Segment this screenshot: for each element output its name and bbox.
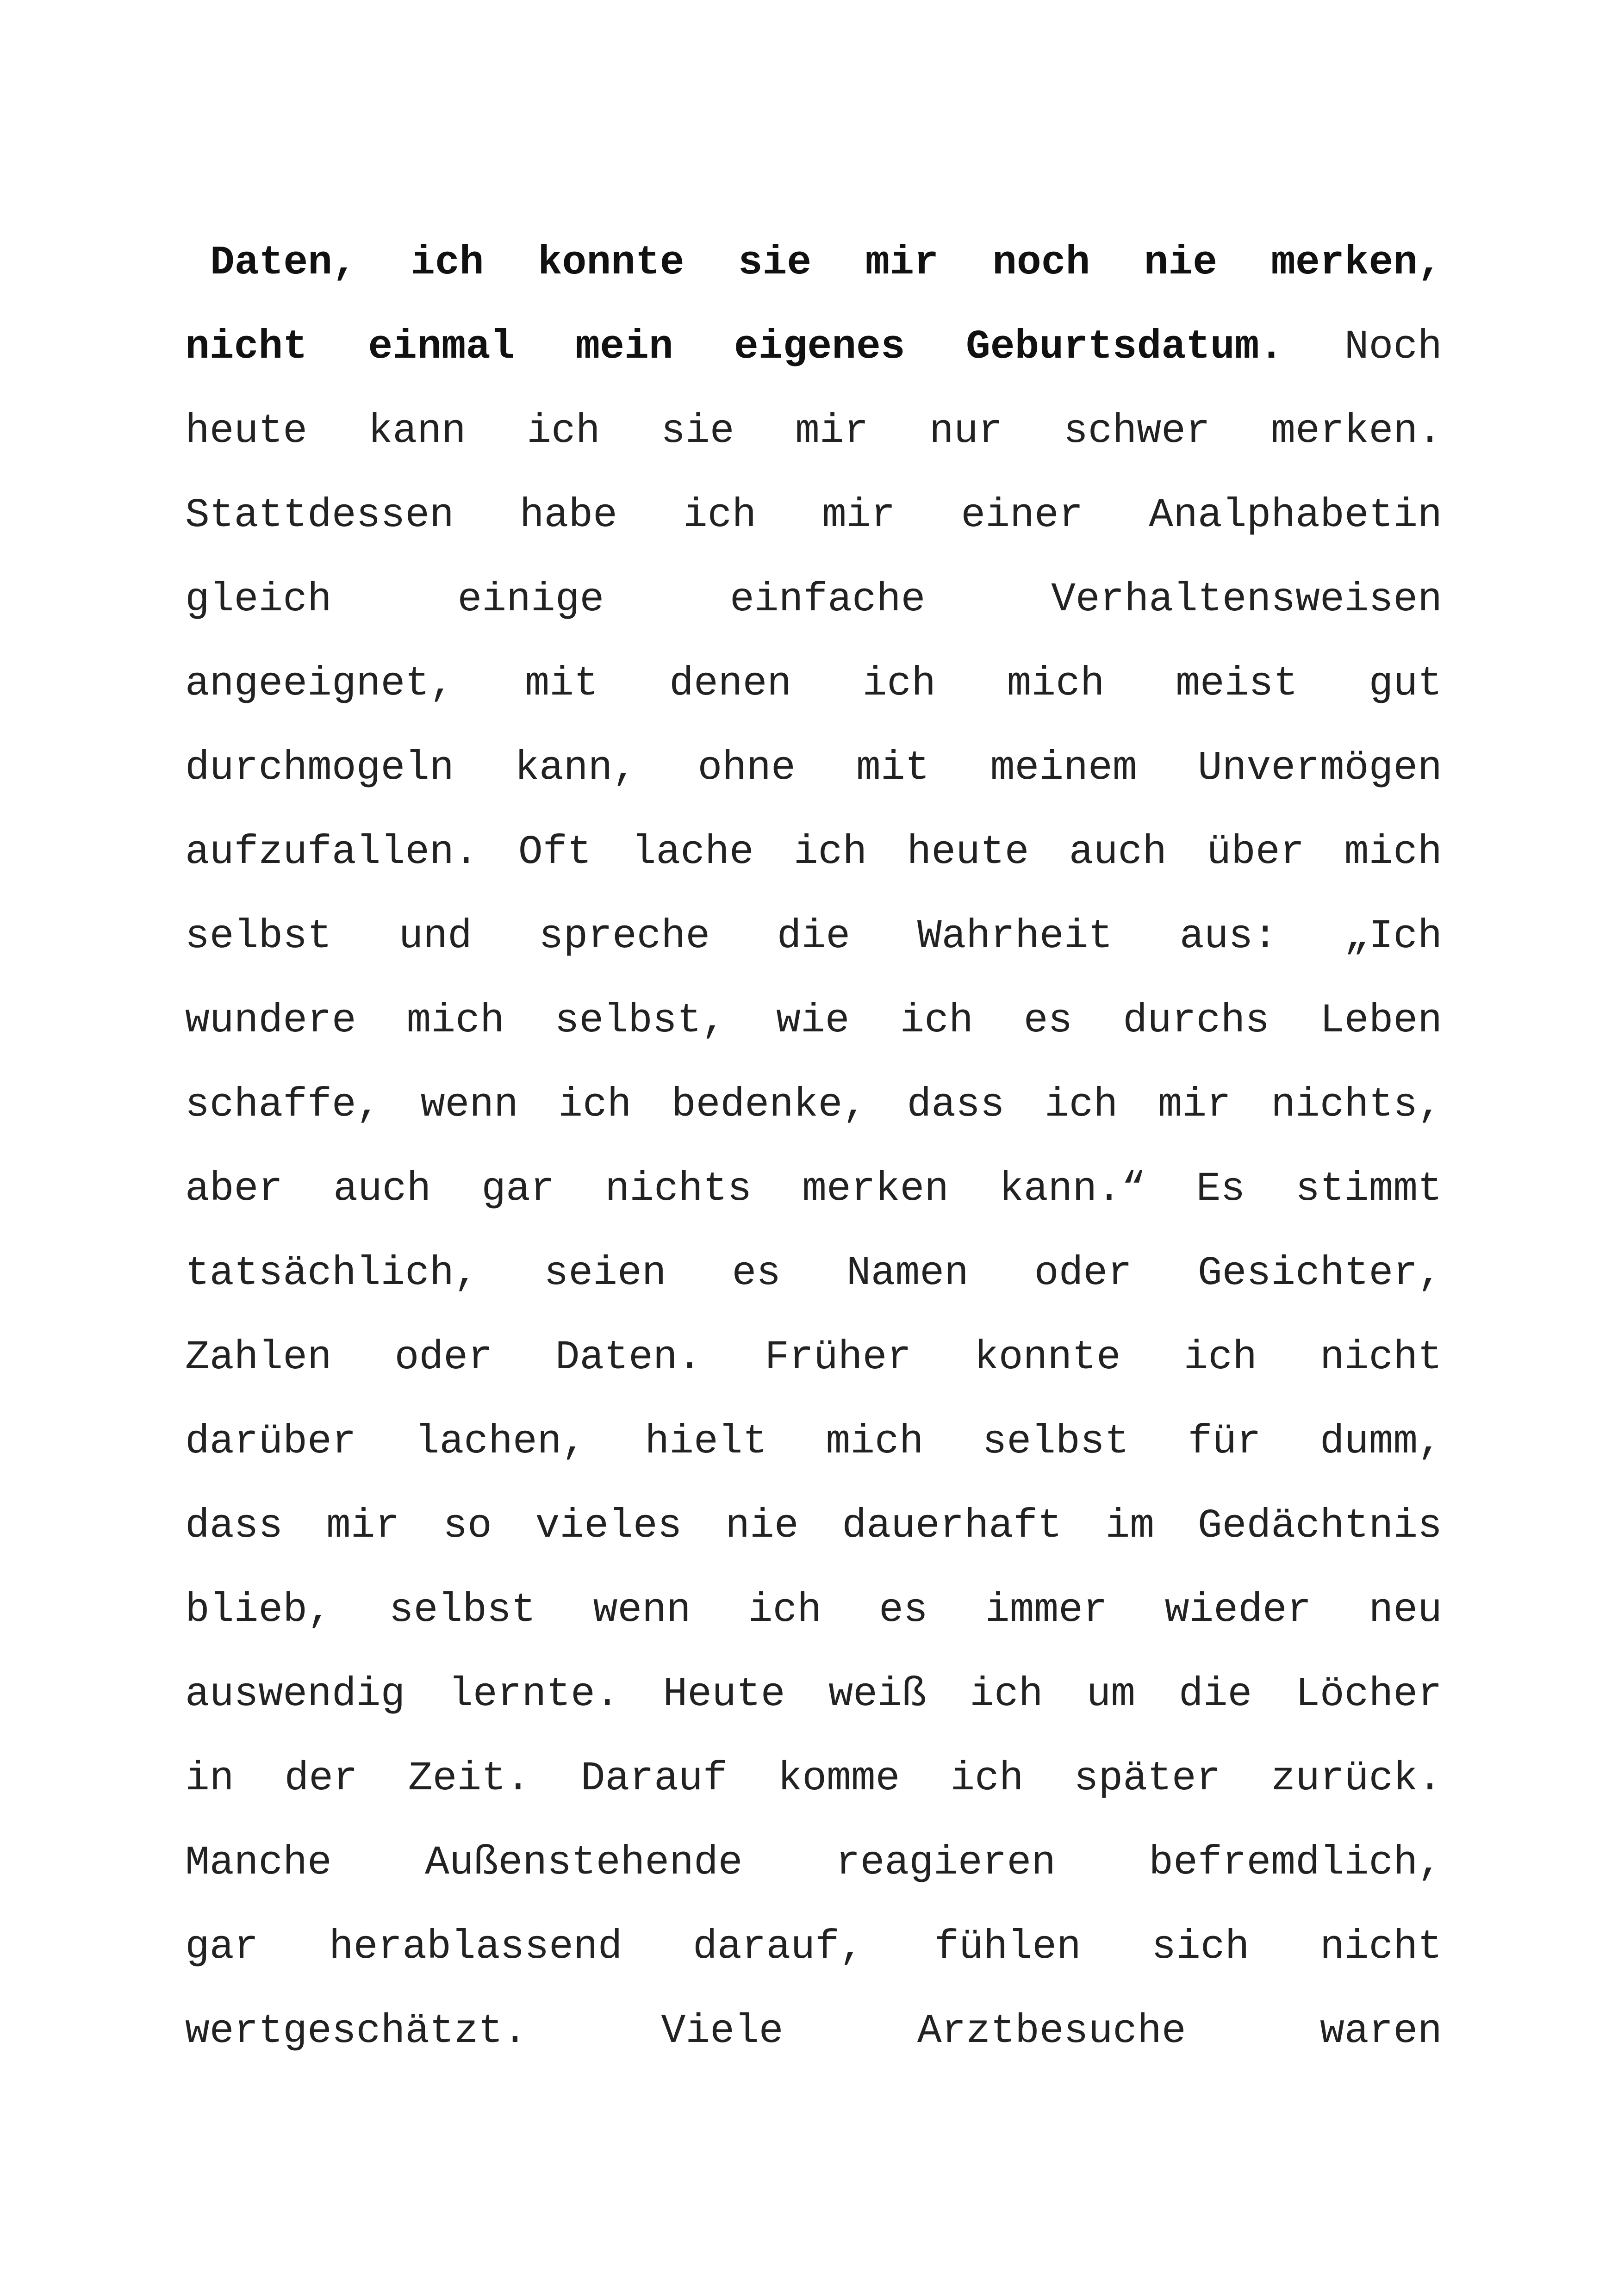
word: zurück. <box>1271 1756 1442 1802</box>
word: nicht <box>1319 1335 1442 1381</box>
word: auch <box>333 1167 431 1212</box>
word: aus: <box>1179 914 1278 960</box>
word: auch <box>1069 830 1167 875</box>
bold-word: Geburtsdatum. <box>965 324 1284 370</box>
word: dumm, <box>1319 1419 1442 1465</box>
word: mich <box>406 998 504 1044</box>
word: es <box>879 1588 928 1633</box>
word: seien <box>544 1251 666 1297</box>
word: Leben <box>1319 998 1442 1044</box>
word: selbst <box>389 1588 536 1633</box>
word: aufzufallen. <box>185 830 479 875</box>
word: vieles <box>535 1503 682 1549</box>
word: und <box>398 914 472 960</box>
word: „Ich <box>1344 914 1442 960</box>
word: befremdlich, <box>1149 1840 1442 1886</box>
word: kann <box>368 409 466 454</box>
word: waren <box>1319 2009 1442 2054</box>
word: im <box>1105 1503 1155 1549</box>
word: ich <box>558 1082 632 1128</box>
word: gleich <box>185 577 332 623</box>
word: stimmt <box>1295 1167 1442 1212</box>
word: heute <box>185 409 308 454</box>
word: ich <box>950 1756 1024 1802</box>
word: wieder <box>1164 1588 1312 1633</box>
word: es <box>1023 998 1073 1044</box>
word: darauf, <box>692 1924 864 1970</box>
bold-word: nicht <box>185 324 308 370</box>
bold-word: sie <box>738 240 812 286</box>
word: Früher <box>765 1335 912 1381</box>
word: Gedächtnis <box>1197 1503 1442 1549</box>
text-line <box>185 1316 1442 1400</box>
word: sich <box>1151 1924 1250 1970</box>
word: die <box>777 914 851 960</box>
word: selbst <box>982 1419 1129 1465</box>
text-line <box>185 1905 1442 1990</box>
text-line <box>185 390 1442 474</box>
word: Es <box>1196 1167 1245 1212</box>
word: wundere <box>185 998 356 1044</box>
word: mich <box>1344 830 1442 875</box>
word: mit <box>856 745 930 791</box>
text-line <box>185 1569 1442 1653</box>
word: Wahrheit <box>917 914 1113 960</box>
word: die <box>1178 1672 1252 1718</box>
word: darüber <box>185 1419 356 1465</box>
word: dass <box>185 1503 283 1549</box>
word: herablassend <box>329 1924 622 1970</box>
word: nichts, <box>1271 1082 1442 1128</box>
word: mit <box>525 661 598 707</box>
word: angeeignet, <box>185 661 454 707</box>
word: Gesichter, <box>1197 1251 1442 1297</box>
bold-word: mein <box>575 324 673 370</box>
text-line <box>185 642 1442 726</box>
text-line <box>185 1400 1442 1484</box>
word: es <box>732 1251 781 1297</box>
bold-word: Daten, <box>210 240 357 286</box>
word: aber <box>185 1167 283 1212</box>
text-line <box>185 1737 1442 1821</box>
word: einfache <box>729 577 926 623</box>
body-paragraph <box>185 221 1442 2074</box>
text-line <box>185 558 1442 642</box>
word: gut <box>1369 661 1442 707</box>
word: nicht <box>1319 1924 1442 1970</box>
bold-word: einmal <box>368 324 515 370</box>
word: so <box>443 1503 492 1549</box>
word: merken. <box>1271 409 1442 454</box>
word: nur <box>929 409 1003 454</box>
text-line <box>185 305 1442 390</box>
word: wie <box>776 998 850 1044</box>
word: um <box>1086 1672 1136 1718</box>
word: Daten. <box>555 1335 702 1381</box>
word: mir <box>795 409 869 454</box>
word: mir <box>326 1503 400 1549</box>
word: später <box>1074 1756 1221 1802</box>
word: reagieren <box>835 1840 1056 1886</box>
word: auswendig <box>185 1672 405 1718</box>
word: für <box>1188 1419 1261 1465</box>
text-line <box>185 1148 1442 1232</box>
word: ich <box>748 1588 822 1633</box>
word: lachen, <box>415 1419 586 1465</box>
word: sie <box>661 409 734 454</box>
word: ich <box>862 661 936 707</box>
word: einer <box>961 493 1083 539</box>
word: gar <box>481 1167 555 1212</box>
word: der <box>284 1756 358 1802</box>
word: immer <box>985 1588 1108 1633</box>
bold-word: nie <box>1144 240 1218 286</box>
word: über <box>1207 830 1305 875</box>
word: Analphabetin <box>1149 493 1442 539</box>
word: ich <box>970 1672 1043 1718</box>
word: bedenke, <box>671 1082 867 1128</box>
word: Verhaltensweisen <box>1051 577 1442 623</box>
bold-word: mir <box>865 240 939 286</box>
word: wenn <box>420 1082 518 1128</box>
word: ohne <box>697 745 796 791</box>
text-line <box>185 1990 1442 2074</box>
word: ich <box>900 998 973 1044</box>
word: denen <box>669 661 792 707</box>
text-line <box>185 726 1442 811</box>
word: wenn <box>593 1588 691 1633</box>
word: fühlen <box>934 1924 1081 1970</box>
word: Stattdessen <box>185 493 454 539</box>
word: wertgeschätzt. <box>185 2009 528 2054</box>
bold-word: noch <box>992 240 1090 286</box>
text-line <box>185 221 1442 305</box>
word: meist <box>1176 661 1298 707</box>
word: selbst, <box>554 998 726 1044</box>
word: oder <box>394 1335 492 1381</box>
word: einige <box>457 577 604 623</box>
word: meinem <box>990 745 1137 791</box>
word: in <box>185 1756 234 1802</box>
text-line <box>185 811 1442 895</box>
word: ich <box>793 830 867 875</box>
word: mir <box>822 493 896 539</box>
text-line <box>185 1484 1442 1569</box>
word: Außenstehende <box>425 1840 743 1886</box>
word: Zeit. <box>408 1756 530 1802</box>
text-line <box>185 979 1442 1063</box>
word: dauerhaft <box>842 1503 1062 1549</box>
word: oder <box>1034 1251 1133 1297</box>
word: hielt <box>645 1419 767 1465</box>
bold-word: merken, <box>1271 240 1442 286</box>
word: habe <box>519 493 617 539</box>
text-line <box>185 474 1442 558</box>
word: selbst <box>185 914 332 960</box>
word: mich <box>1007 661 1105 707</box>
word: schaffe, <box>185 1082 381 1128</box>
word: gar <box>185 1924 259 1970</box>
word: spreche <box>539 914 710 960</box>
text-line <box>185 1653 1442 1737</box>
word: durchmogeln <box>185 745 454 791</box>
word: Arztbesuche <box>917 2009 1186 2054</box>
word: nie <box>725 1503 799 1549</box>
word: tatsächlich, <box>185 1251 479 1297</box>
word: weiß <box>828 1672 927 1718</box>
word: ich <box>1044 1082 1118 1128</box>
word: dass <box>907 1082 1005 1128</box>
bold-word: eigenes <box>734 324 905 370</box>
text-line <box>185 1232 1442 1316</box>
word: kann, <box>515 745 637 791</box>
word: blieb, <box>185 1588 332 1633</box>
word: Zahlen <box>185 1335 332 1381</box>
word: lache <box>631 830 754 875</box>
word: Darauf <box>580 1756 728 1802</box>
word: Unvermögen <box>1197 745 1442 791</box>
word: kann.“ <box>999 1167 1146 1212</box>
bold-word: ich <box>411 240 484 286</box>
word: merken <box>802 1167 949 1212</box>
word: komme <box>778 1756 900 1802</box>
word: schwer <box>1063 409 1210 454</box>
word: durchs <box>1123 998 1270 1044</box>
word: ich <box>1183 1335 1257 1381</box>
word: lernte. <box>448 1672 620 1718</box>
word: neu <box>1369 1588 1442 1633</box>
text-line <box>185 1821 1442 1905</box>
word: konnte <box>974 1335 1121 1381</box>
word: Heute <box>663 1672 785 1718</box>
word: Manche <box>185 1840 332 1886</box>
word: heute <box>907 830 1029 875</box>
word: mir <box>1157 1082 1232 1128</box>
word: Namen <box>846 1251 969 1297</box>
word: Oft <box>518 830 592 875</box>
word: ich <box>683 493 757 539</box>
text-line <box>185 895 1442 979</box>
word: Löcher <box>1295 1672 1442 1718</box>
bold-word: konnte <box>537 240 685 286</box>
word: nichts <box>605 1167 752 1212</box>
word: mich <box>826 1419 924 1465</box>
word: Viele <box>661 2009 784 2054</box>
word: Noch <box>1344 324 1442 370</box>
word: ich <box>527 409 600 454</box>
text-line <box>185 1063 1442 1148</box>
